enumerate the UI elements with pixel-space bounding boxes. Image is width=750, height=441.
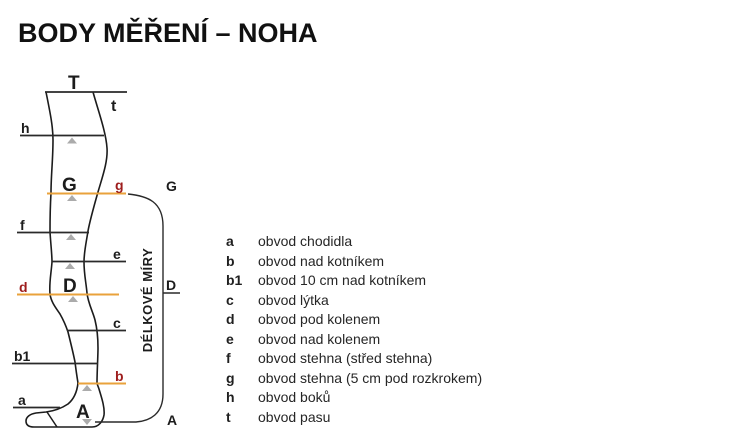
measure-label-f: f bbox=[20, 217, 25, 233]
measure-label-b1: b1 bbox=[14, 348, 31, 364]
legend-item-f bbox=[226, 349, 546, 369]
legend-label: obvod nad kolenem bbox=[258, 330, 381, 347]
legend-label: obvod pasu bbox=[258, 408, 331, 425]
measure-label-c: c bbox=[113, 315, 121, 331]
legend-key: g bbox=[226, 369, 235, 386]
measure-label-G: G bbox=[62, 175, 77, 196]
legend-label: obvod pod kolenem bbox=[258, 311, 381, 327]
legend-key: f bbox=[226, 350, 231, 366]
legend-label: obvod nad kotníkem bbox=[258, 252, 385, 269]
leg-outline bbox=[26, 92, 107, 427]
measure-label-t: t bbox=[111, 98, 117, 115]
legend-key: h bbox=[226, 389, 235, 405]
legend-label: obvod stehna (střed stehna) bbox=[258, 350, 433, 366]
measure-label-D: D bbox=[63, 276, 77, 297]
legend-key: t bbox=[226, 408, 231, 425]
measure-label-g: g bbox=[115, 177, 124, 193]
measure-label-b: b bbox=[115, 368, 124, 384]
bracket-label-D: D bbox=[166, 277, 177, 293]
measure-label-d: d bbox=[19, 279, 28, 295]
legend-label: obvod stehna (5 cm pod rozkrokem) bbox=[258, 369, 483, 386]
legend-item-e bbox=[226, 330, 546, 350]
measure-label-e: e bbox=[113, 246, 121, 262]
measure-label-T: T bbox=[68, 73, 80, 94]
bracket-label-A: A bbox=[167, 412, 178, 428]
legend-key: d bbox=[226, 311, 235, 327]
legend-label: obvod chodidla bbox=[258, 233, 353, 249]
legend-label: obvod lýtka bbox=[258, 291, 329, 308]
legend-item-h bbox=[226, 388, 546, 408]
legend-item-g bbox=[226, 369, 546, 389]
measure-label-a: a bbox=[18, 392, 26, 408]
legend-item-a bbox=[226, 232, 546, 252]
legend-item-d bbox=[226, 310, 546, 330]
legend-key: b1 bbox=[226, 272, 243, 288]
legend-item-b1 bbox=[226, 271, 546, 291]
measure-label-h: h bbox=[21, 120, 30, 136]
measure-label-A: A bbox=[76, 402, 90, 423]
legend-item-b bbox=[226, 252, 546, 272]
legend-key: b bbox=[226, 252, 235, 269]
legend-label: obvod 10 cm nad kotníkem bbox=[258, 272, 427, 288]
legend-label: obvod boků bbox=[258, 389, 331, 405]
legend-list bbox=[226, 232, 546, 427]
legend-key: e bbox=[226, 330, 234, 347]
legend-key: c bbox=[226, 291, 234, 308]
leg-measurement-diagram bbox=[0, 70, 200, 441]
legend-item-t bbox=[226, 408, 546, 428]
legend-item-c bbox=[226, 291, 546, 311]
bracket-label-G: G bbox=[166, 178, 177, 194]
bracket-title: DÉLKOVÉ MÍRY bbox=[140, 247, 155, 353]
legend-key: a bbox=[226, 233, 234, 249]
page-title: BODY MĚŘENÍ – NOHA bbox=[18, 18, 318, 48]
